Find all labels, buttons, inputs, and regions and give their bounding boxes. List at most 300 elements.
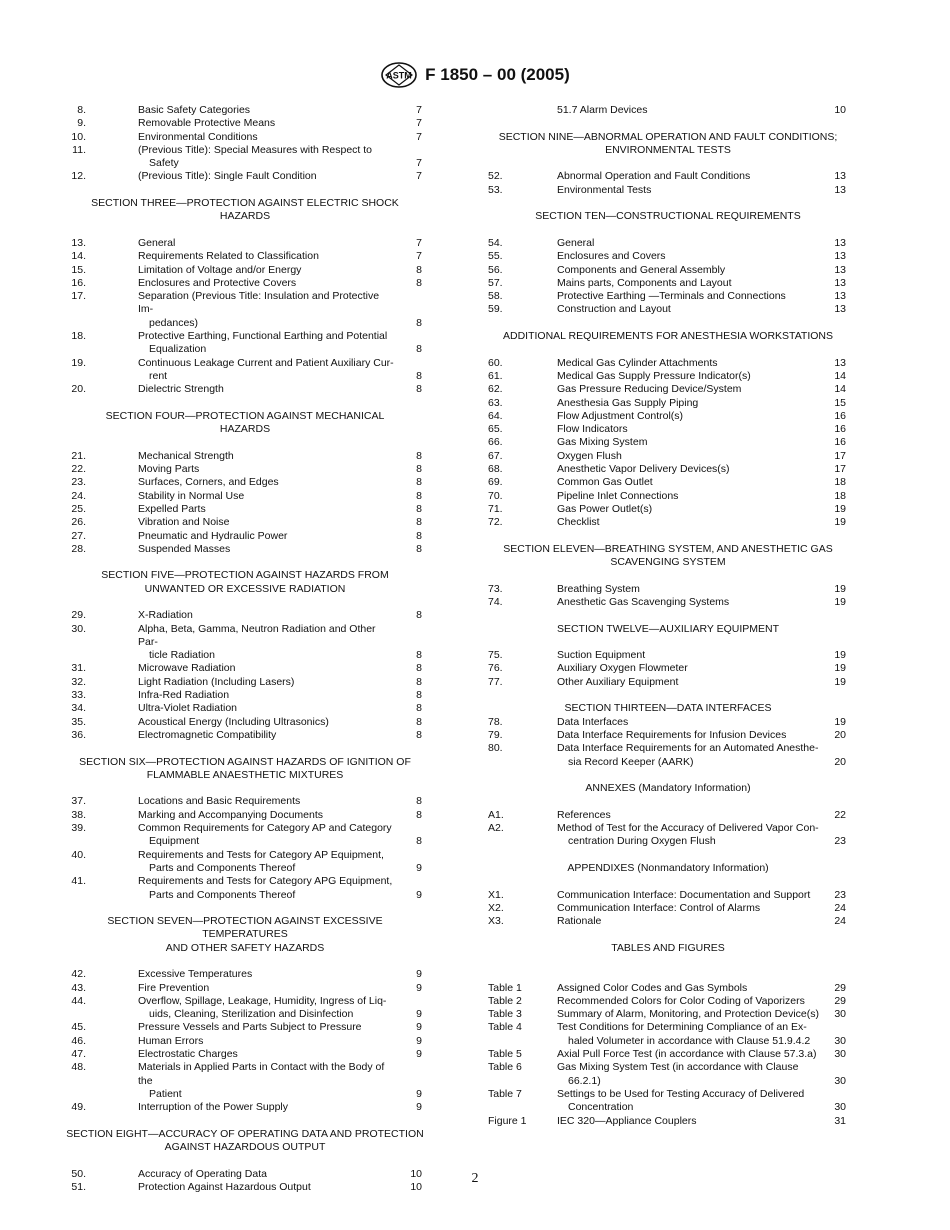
entry-title: Protective Earthing —Terminals and Connections [557, 290, 786, 303]
entry-number: 57. [488, 276, 503, 289]
entry-title-continued: rent [149, 369, 168, 382]
entry-title: Acoustical Energy (Including Ultrasonics) [138, 715, 329, 728]
entry-page-number: 19 [834, 649, 846, 662]
toc-entry[interactable] [66, 503, 424, 516]
toc-entry[interactable] [485, 1008, 851, 1021]
toc-entry[interactable] [66, 875, 424, 902]
toc-entry[interactable] [485, 290, 851, 303]
toc-entry[interactable] [66, 170, 424, 183]
toc-entry[interactable] [485, 995, 851, 1008]
entry-number: A1. [488, 808, 504, 821]
entry-number: 59. [488, 303, 503, 316]
toc-entry[interactable] [66, 104, 424, 117]
toc-entry[interactable] [66, 144, 424, 171]
entry-page-number: 13 [834, 276, 846, 289]
entry-number: 43. [71, 981, 86, 994]
entry-page-number: 20 [834, 755, 846, 768]
entry-number: 10. [71, 130, 86, 143]
entry-number: Table 4 [488, 1021, 522, 1034]
section-heading [485, 942, 851, 955]
entry-page-number: 19 [834, 502, 846, 515]
entry-page-number: 8 [416, 383, 422, 396]
toc-entry[interactable] [485, 583, 851, 596]
toc-entry[interactable] [66, 357, 424, 384]
toc-entry[interactable] [66, 450, 424, 463]
toc-entry[interactable] [485, 662, 851, 675]
entry-title: Data Interface Requirements for Infusion Devices [557, 728, 787, 741]
toc-entry[interactable] [66, 1061, 424, 1101]
toc-entry[interactable] [485, 915, 851, 928]
entry-title-continued: Parts and Components Thereof [149, 861, 296, 874]
entry-page-number: 8 [416, 489, 422, 502]
section-heading-line: TABLES AND FIGURES [611, 941, 725, 954]
entry-number: 79. [488, 728, 503, 741]
toc-entry[interactable] [66, 822, 424, 849]
toc-entry[interactable] [485, 104, 851, 117]
entry-number: 63. [488, 396, 503, 409]
entry-page-number: 9 [416, 1034, 422, 1047]
entry-title: Requirements and Tests for Category APG Equipment, [138, 875, 393, 888]
entry-title: Excessive Temperatures [138, 968, 253, 981]
section-heading-line: ADDITIONAL REQUIREMENTS FOR ANESTHESIA WORKSTATIONS [502, 330, 833, 343]
section-heading [485, 782, 851, 795]
entry-title: Removable Protective Means [138, 117, 276, 130]
toc-entry[interactable] [485, 383, 851, 396]
entry-page-number: 8 [416, 476, 422, 489]
entry-page-number: 9 [416, 1008, 422, 1021]
entry-page-number: 8 [416, 276, 422, 289]
entry-title: Surfaces, Corners, and Edges [138, 476, 279, 489]
section-heading-line: SECTION THIRTEEN—DATA INTERFACES [564, 702, 772, 715]
toc-entry[interactable] [66, 463, 424, 476]
entry-number: 34. [71, 702, 86, 715]
entry-title: Electromagnetic Compatibility [138, 728, 277, 741]
toc-left-column [66, 104, 424, 1194]
entry-title: Marking and Accompanying Documents [138, 808, 324, 821]
entry-title: Overflow, Spillage, Leakage, Humidity, Ingress of Liq- [138, 994, 387, 1007]
entry-title: Anesthesia Gas Supply Piping [557, 396, 699, 409]
toc-entry[interactable] [485, 742, 851, 769]
toc-entry[interactable] [66, 490, 424, 503]
entry-number: Table 5 [488, 1048, 522, 1061]
entry-page-number: 14 [834, 369, 846, 382]
entry-page-number: 19 [834, 595, 846, 608]
toc-entry[interactable] [485, 463, 851, 476]
entry-page-number: 8 [416, 835, 422, 848]
toc-entry[interactable] [66, 330, 424, 357]
entry-title: Protection Against Hazardous Output [138, 1181, 311, 1194]
page-number: 2 [471, 1171, 479, 1186]
toc-entry[interactable] [66, 968, 424, 981]
toc-entry[interactable] [485, 303, 851, 316]
entry-title: Recommended Colors for Color Coding of Vaporizers [557, 994, 805, 1007]
toc-entry[interactable] [485, 423, 851, 436]
toc-entry[interactable] [485, 397, 851, 410]
entry-title: Limitation of Voltage and/or Energy [138, 263, 302, 276]
toc-entry[interactable] [485, 264, 851, 277]
entry-title: 51.7 Alarm Devices [557, 104, 648, 116]
toc-entry[interactable] [485, 184, 851, 197]
toc-entry[interactable] [66, 250, 424, 263]
toc-entry[interactable] [66, 849, 424, 876]
entry-title: Locations and Basic Requirements [138, 795, 301, 808]
toc-entry[interactable] [485, 889, 851, 902]
entry-number: 37. [71, 795, 86, 808]
toc-entry[interactable] [485, 1048, 851, 1061]
entry-page-number: 31 [834, 1114, 846, 1127]
entry-page-number: 16 [834, 436, 846, 449]
toc-entry[interactable] [66, 795, 424, 808]
entry-title: Infra-Red Radiation [138, 689, 230, 702]
entry-title: Construction and Layout [557, 303, 671, 316]
entry-page-number: 19 [834, 516, 846, 529]
toc-entry[interactable] [66, 1035, 424, 1048]
toc-entry[interactable] [66, 729, 424, 742]
entry-number: X3. [488, 915, 504, 928]
entry-title: Mains parts, Components and Layout [557, 276, 732, 289]
entry-number: 30. [71, 622, 86, 635]
entry-title: Abnormal Operation and Fault Conditions [557, 170, 751, 183]
entry-number: 44. [71, 994, 86, 1007]
toc-entry[interactable] [66, 982, 424, 995]
toc-entry[interactable] [485, 237, 851, 250]
entry-title: Requirements Related to Classification [138, 250, 319, 263]
entry-page-number: 8 [416, 263, 422, 276]
entry-page-number: 8 [416, 795, 422, 808]
entry-page-number: 13 [834, 183, 846, 196]
toc-entry[interactable] [485, 436, 851, 449]
toc-entry[interactable] [485, 357, 851, 370]
entry-number: 60. [488, 356, 503, 369]
entry-number: 68. [488, 463, 503, 476]
section-heading-line: SECTION FOUR—PROTECTION AGAINST MECHANICAL [105, 409, 385, 422]
toc-entry[interactable] [66, 623, 424, 663]
entry-title: Checklist [557, 516, 600, 529]
entry-title: Alpha, Beta, Gamma, Neutron Radiation and Other Par- [138, 622, 376, 648]
entry-number: 36. [71, 728, 86, 741]
toc-entry[interactable] [485, 1061, 851, 1088]
entry-page-number: 10 [834, 104, 846, 116]
toc-entry[interactable] [485, 716, 851, 729]
entry-number: 31. [71, 662, 86, 675]
entry-title: Assigned Color Codes and Gas Symbols [557, 981, 748, 994]
section-heading-line: SECTION SIX—PROTECTION AGAINST HAZARDS OF IGNITION OF [79, 755, 411, 768]
entry-page-number: 17 [834, 449, 846, 462]
toc-entry[interactable] [66, 383, 424, 396]
entry-number: 55. [488, 250, 503, 263]
entry-number: 27. [71, 529, 86, 542]
toc-entry[interactable] [485, 1021, 851, 1048]
entry-title-continued: Concentration [568, 1101, 634, 1114]
entry-number: 14. [71, 250, 86, 263]
entry-page-number: 7 [416, 170, 422, 183]
section-heading-line: AGAINST HAZARDOUS OUTPUT [164, 1141, 326, 1154]
section-heading-line: SECTION THREE—PROTECTION AGAINST ELECTRIC SHOCK [91, 197, 399, 210]
entry-page-number: 16 [834, 409, 846, 422]
entry-page-number: 16 [834, 423, 846, 436]
toc-entry[interactable] [485, 170, 851, 183]
toc-entry[interactable] [485, 676, 851, 689]
entry-page-number: 7 [416, 117, 422, 130]
entry-title: Enclosures and Protective Covers [138, 276, 297, 289]
entry-page-number: 29 [834, 981, 846, 994]
entry-page-number: 30 [834, 1008, 846, 1021]
entry-number: 38. [71, 808, 86, 821]
entry-title: Expelled Parts [138, 502, 206, 515]
section-heading-line: AND OTHER SAFETY HAZARDS [165, 941, 325, 954]
entry-number: Table 2 [488, 994, 522, 1007]
entry-number: 25. [71, 502, 86, 515]
entry-title: (Previous Title): Single Fault Condition [138, 170, 317, 183]
entry-number: 17. [71, 290, 86, 303]
entry-page-number: 8 [416, 649, 422, 662]
entry-title: Flow Indicators [557, 423, 628, 436]
entry-page-number: 9 [416, 1087, 422, 1100]
entry-title: Pneumatic and Hydraulic Power [138, 529, 288, 542]
entry-title: Electrostatic Charges [138, 1048, 238, 1061]
toc-entry[interactable] [485, 1088, 851, 1115]
entry-number: 45. [71, 1021, 86, 1034]
toc-right-column [485, 104, 851, 1128]
toc-entry[interactable] [66, 516, 424, 529]
toc-entry[interactable] [66, 689, 424, 702]
entry-title: Gas Mixing System Test (in accordance with Clause [557, 1061, 799, 1074]
toc-entry[interactable] [66, 530, 424, 543]
section-heading-line: ENVIRONMENTAL TESTS [605, 143, 731, 156]
entry-title: X-Radiation [138, 609, 193, 622]
entry-title: Stability in Normal Use [138, 489, 245, 502]
entry-page-number: 30 [834, 1048, 846, 1061]
document-designation: F 1850 – 00 (2005) [425, 65, 570, 85]
section-heading [485, 543, 851, 570]
entry-page-number: 19 [834, 662, 846, 675]
section-heading-line: SECTION ELEVEN—BREATHING SYSTEM, AND ANESTHETIC GAS [503, 542, 833, 555]
entry-title-continued: Parts and Components Thereof [149, 888, 296, 901]
entry-page-number: 9 [416, 888, 422, 901]
toc-entry[interactable] [66, 702, 424, 715]
toc-entry[interactable] [66, 995, 424, 1022]
entry-page-number: 9 [416, 861, 422, 874]
entry-number: 8. [77, 104, 86, 116]
toc-entry[interactable] [485, 596, 851, 609]
entry-number: 77. [488, 675, 503, 688]
section-heading [485, 210, 851, 223]
entry-page-number: 8 [416, 463, 422, 476]
entry-title: Human Errors [138, 1034, 204, 1047]
toc-entry[interactable] [66, 662, 424, 675]
toc-entry[interactable] [66, 1021, 424, 1034]
section-heading [66, 410, 424, 437]
entry-number: 58. [488, 290, 503, 303]
entry-page-number: 7 [416, 104, 422, 116]
entry-page-number: 30 [834, 1101, 846, 1114]
entry-page-number: 8 [416, 542, 422, 555]
entry-title: Protective Earthing, Functional Earthing and Potential [138, 330, 388, 343]
entry-title: Components and General Assembly [557, 263, 726, 276]
toc-entry[interactable] [485, 490, 851, 503]
toc-entry[interactable] [485, 649, 851, 662]
entry-title: Common Gas Outlet [557, 476, 653, 489]
entry-title: Environmental Tests [557, 183, 652, 196]
entry-title: Common Requirements for Category AP and Category [138, 822, 392, 835]
entry-title: Light Radiation (Including Lasers) [138, 675, 295, 688]
entry-page-number: 7 [416, 157, 422, 170]
toc-entry[interactable] [485, 516, 851, 529]
toc-entry[interactable] [66, 1048, 424, 1061]
entry-page-number: 10 [410, 1181, 422, 1194]
entry-number: A2. [488, 822, 504, 835]
entry-page-number: 8 [416, 343, 422, 356]
entry-title: Pressure Vessels and Parts Subject to Pressure [138, 1021, 362, 1034]
toc-entry[interactable] [485, 902, 851, 915]
entry-number: 71. [488, 502, 503, 515]
entry-title: Suspended Masses [138, 542, 231, 555]
entry-title-continued: Patient [149, 1087, 182, 1100]
entry-number: Table 3 [488, 1008, 522, 1021]
section-heading-line: SECTION EIGHT—ACCURACY OF OPERATING DATA AND PROTECTION [66, 1127, 424, 1140]
entry-title: Settings to be Used for Testing Accuracy of Delivered [557, 1087, 805, 1100]
entry-title: Medical Gas Supply Pressure Indicator(s) [557, 369, 751, 382]
toc-entry[interactable] [485, 809, 851, 822]
entry-page-number: 9 [416, 1021, 422, 1034]
entry-number: 15. [71, 263, 86, 276]
entry-title: General [138, 236, 176, 249]
entry-title: Dielectric Strength [138, 383, 224, 396]
entry-title: Suction Equipment [557, 649, 646, 662]
entry-number: 13. [71, 236, 86, 249]
entry-page-number: 23 [834, 835, 846, 848]
section-heading [66, 1128, 424, 1155]
entry-number: 62. [488, 383, 503, 396]
entry-page-number: 13 [834, 356, 846, 369]
toc-entry[interactable] [66, 117, 424, 130]
entry-title-continued: uids, Cleaning, Sterilization and Disinfection [149, 1008, 354, 1021]
entry-title-continued: centration During Oxygen Flush [568, 835, 716, 848]
entry-number: 20. [71, 383, 86, 396]
toc-entry[interactable] [485, 503, 851, 516]
entry-number: 65. [488, 423, 503, 436]
entry-number: 74. [488, 595, 503, 608]
entry-title: Fire Prevention [138, 981, 210, 994]
entry-number: 51. [71, 1181, 86, 1194]
entry-number: 29. [71, 609, 86, 622]
entry-page-number: 22 [834, 808, 846, 821]
entry-title: Separation (Previous Title: Insulation and Protective Im- [138, 290, 380, 316]
entry-number: 80. [488, 742, 503, 755]
entry-title-continued: ticle Radiation [149, 649, 215, 662]
entry-page-number: 19 [834, 715, 846, 728]
toc-entry[interactable] [485, 1115, 851, 1128]
entry-title: (Previous Title): Special Measures with Respect to [138, 143, 373, 156]
entry-page-number: 13 [834, 263, 846, 276]
entry-page-number: 23 [834, 888, 846, 901]
section-heading-line: UNWANTED OR EXCESSIVE RADIATION [144, 582, 346, 595]
entry-number: 39. [71, 822, 86, 835]
entry-title: Auxiliary Oxygen Flowmeter [557, 662, 688, 675]
entry-page-number: 8 [416, 689, 422, 702]
toc-entry[interactable] [485, 822, 851, 849]
entry-page-number: 13 [834, 170, 846, 183]
toc-entry[interactable] [66, 543, 424, 556]
entry-number: 12. [71, 170, 86, 183]
entry-title: Test Conditions for Determining Compliance of an Ex- [557, 1021, 807, 1034]
entry-title-continued: 66.2.1) [568, 1074, 601, 1087]
toc-entry[interactable] [66, 264, 424, 277]
entry-title-continued: haled Volumeter in accordance with Clause 51.9.4.2 [568, 1034, 811, 1047]
section-heading [485, 623, 851, 636]
entry-page-number: 18 [834, 476, 846, 489]
toc-entry[interactable] [66, 277, 424, 290]
toc-entry[interactable] [485, 982, 851, 995]
toc-entry[interactable] [66, 609, 424, 622]
entry-page-number: 15 [834, 396, 846, 409]
entry-page-number: 13 [834, 303, 846, 316]
entry-number: 16. [71, 276, 86, 289]
toc-entry[interactable] [66, 716, 424, 729]
toc-entry[interactable] [485, 450, 851, 463]
entry-number: Table 1 [488, 981, 522, 994]
entry-page-number: 8 [416, 808, 422, 821]
svg-text:ASTM: ASTM [386, 70, 412, 81]
entry-page-number: 8 [416, 715, 422, 728]
toc-entry[interactable] [485, 476, 851, 489]
toc-entry[interactable] [66, 676, 424, 689]
entry-page-number: 13 [834, 250, 846, 263]
entry-number: 67. [488, 449, 503, 462]
entry-title: Summary of Alarm, Monitoring, and Protection Device(s) [557, 1008, 820, 1021]
toc-entry[interactable] [66, 809, 424, 822]
section-heading-line: HAZARDS [219, 210, 271, 223]
section-heading [485, 131, 851, 158]
toc-entry[interactable] [485, 250, 851, 263]
toc-entry[interactable] [485, 370, 851, 383]
toc-entry[interactable] [485, 729, 851, 742]
astm-logo-icon [380, 62, 418, 88]
toc-entry[interactable] [66, 476, 424, 489]
entry-page-number: 17 [834, 463, 846, 476]
entry-page-number: 8 [416, 316, 422, 329]
entry-page-number: 19 [834, 582, 846, 595]
entry-number: 64. [488, 409, 503, 422]
entry-page-number: 24 [834, 915, 846, 928]
entry-title-continued: Safety [149, 157, 179, 170]
entry-page-number: 8 [416, 449, 422, 462]
entry-title: Gas Mixing System [557, 436, 648, 449]
toc-entry[interactable] [66, 131, 424, 144]
entry-page-number: 8 [416, 702, 422, 715]
toc-entry[interactable] [485, 410, 851, 423]
toc-entry[interactable] [66, 1101, 424, 1114]
entry-page-number: 7 [416, 130, 422, 143]
toc-entry[interactable] [485, 277, 851, 290]
entry-title: Enclosures and Covers [557, 250, 666, 263]
toc-entry[interactable] [66, 237, 424, 250]
entry-number: Table 6 [488, 1061, 522, 1074]
entry-number: X2. [488, 901, 504, 914]
entry-title-continued: Equipment [149, 835, 200, 848]
entry-number: 28. [71, 542, 86, 555]
entry-number: Table 7 [488, 1087, 522, 1100]
entry-number: Figure 1 [488, 1114, 527, 1127]
entry-number: 66. [488, 436, 503, 449]
entry-number: 50. [71, 1167, 86, 1180]
section-heading-line: SECTION TWELVE—AUXILIARY EQUIPMENT [556, 622, 780, 635]
toc-entry[interactable] [66, 290, 424, 330]
entry-title: Ultra-Violet Radiation [138, 702, 238, 715]
section-heading [485, 862, 851, 875]
entry-title: General [557, 236, 595, 249]
section-heading-line: SECTION NINE—ABNORMAL OPERATION AND FAULT CONDITIONS; [498, 130, 838, 143]
